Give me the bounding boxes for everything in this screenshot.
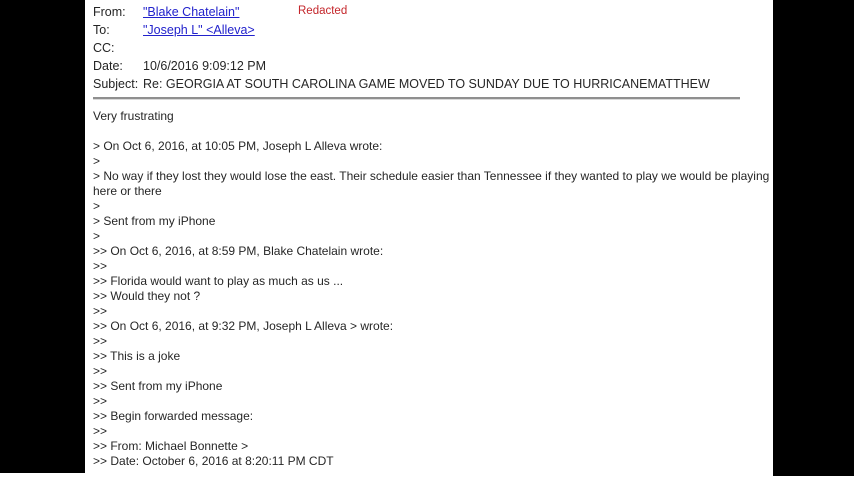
- body-line: >>: [93, 334, 108, 348]
- date-label: Date:: [93, 59, 123, 73]
- body-line: here or there: [93, 184, 162, 198]
- body-line: >>: [93, 304, 108, 318]
- body-line: > No way if they lost they would lose the east. Their schedule easier than Tennessee if they wanted to play we would be playing: [93, 169, 770, 183]
- body-line: Very frustrating: [93, 109, 174, 123]
- from-label: From:: [93, 5, 126, 19]
- body-line: [93, 124, 773, 139]
- body-line: >>: [93, 364, 108, 378]
- body-line: >> Sent from my iPhone: [93, 379, 223, 393]
- header-row-date: [93, 59, 773, 77]
- body-line: >> Date: October 6, 2016 at 8:20:11 PM CDT: [93, 454, 334, 468]
- body-line: > On Oct 6, 2016, at 10:05 PM, Joseph L Alleva wrote:: [93, 139, 383, 153]
- body-line: >>: [93, 424, 108, 438]
- letterbox-right-bar: [773, 0, 854, 476]
- body-line: >> On Oct 6, 2016, at 9:32 PM, Joseph L Alleva > wrote:: [93, 319, 394, 333]
- body-line: >: [93, 229, 101, 243]
- body-line: >>: [93, 394, 108, 408]
- body-line: >> Florida would want to play as much as us ...: [93, 274, 344, 288]
- body-line: >> This is a joke: [93, 349, 181, 363]
- letterbox-left-bar: [0, 0, 85, 473]
- redacted-stamp: Redacted: [298, 5, 348, 17]
- body-line: >: [93, 154, 101, 168]
- date-value: 10/6/2016 9:09:12 PM: [143, 59, 267, 73]
- body-line: >> Begin forwarded message:: [93, 409, 254, 423]
- email-content: [93, 5, 773, 469]
- body-line: >> On Oct 6, 2016, at 8:59 PM, Blake Chatelain wrote:: [93, 244, 384, 258]
- body-line: > Sent from my iPhone: [93, 214, 216, 228]
- body-line: >> Would they not ?: [93, 289, 201, 303]
- cc-label: CC:: [93, 41, 115, 55]
- header-row-from: [93, 5, 773, 23]
- header-row-subject: [93, 77, 773, 95]
- header-row-cc: [93, 41, 773, 59]
- body-line: >>: [93, 259, 108, 273]
- email-body: [93, 109, 773, 469]
- to-label: To:: [93, 23, 110, 37]
- body-line: >: [93, 199, 101, 213]
- subject-label: Subject:: [93, 77, 139, 91]
- subject-value: Re: GEORGIA AT SOUTH CAROLINA GAME MOVED TO SUNDAY DUE TO HURRICANEMATTHEW: [143, 77, 710, 91]
- to-address-link[interactable]: "Joseph L" <Alleva>: [143, 23, 255, 37]
- header-divider: [93, 97, 740, 100]
- body-line: >> From: Michael Bonnette >: [93, 439, 249, 453]
- header-row-to: [93, 23, 773, 41]
- from-address-link[interactable]: "Blake Chatelain": [143, 5, 240, 19]
